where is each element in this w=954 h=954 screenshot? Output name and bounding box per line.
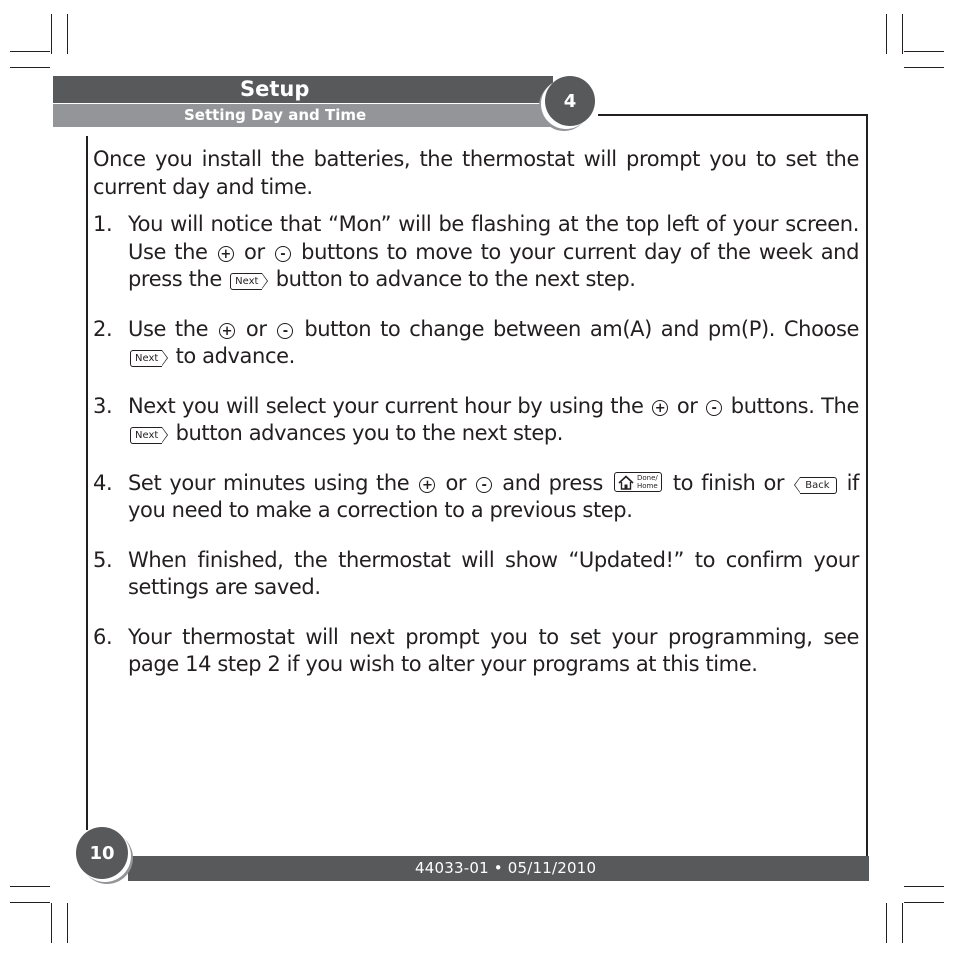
plus-button-icon: + (219, 323, 235, 339)
next-button-icon: Next (230, 273, 262, 290)
crop-mark (904, 51, 944, 52)
step-text: Set your minutes using the (128, 470, 410, 495)
step-text: or (244, 239, 265, 264)
frame-line-right (866, 114, 868, 856)
crop-mark (10, 886, 50, 887)
next-button-icon: Next (130, 350, 162, 367)
step-text: or (676, 393, 698, 418)
done-label: Done/ (637, 474, 658, 482)
steps-list (93, 211, 859, 679)
crop-mark (886, 14, 887, 54)
step-number: 4. (93, 470, 113, 495)
step-4 (93, 470, 859, 525)
crop-mark (67, 903, 68, 943)
crop-mark (904, 67, 944, 68)
done-home-label (637, 474, 658, 490)
step-number: 3. (93, 393, 113, 418)
step-text: button advances you to the next step. (175, 421, 564, 445)
home-label: Home (637, 482, 658, 490)
step-text: or (245, 316, 267, 341)
step-text: Next you will select your current hour by using the (128, 393, 644, 418)
frame-line-left (86, 136, 88, 830)
crop-mark (67, 14, 68, 54)
crop-mark (10, 67, 50, 68)
step-text: to advance. (175, 344, 295, 368)
plus-button-icon: + (419, 477, 435, 493)
minus-button-icon: - (277, 323, 293, 339)
step-number: 2. (93, 316, 113, 341)
done-home-button-icon (614, 472, 662, 492)
step-6 (93, 624, 859, 679)
intro-paragraph: Once you install the batteries, the thermostat will prompt you to set the current day and time. (93, 147, 859, 199)
section-subtitle: Setting Day and Time (184, 106, 367, 124)
chapter-badge: 4 (545, 76, 595, 126)
crop-mark (904, 886, 944, 887)
crop-mark (51, 14, 52, 54)
step-text: to finish or (672, 470, 785, 495)
crop-mark (51, 903, 52, 943)
crop-mark (886, 903, 887, 943)
minus-button-icon: - (275, 246, 291, 262)
page-number: 10 (76, 827, 128, 879)
crop-mark (10, 902, 50, 903)
minus-button-icon: - (706, 400, 722, 416)
crop-mark (10, 51, 50, 52)
crop-mark (902, 903, 903, 943)
document-code: 44033-01 • 05/11/2010 (415, 859, 597, 877)
section-title: Setup (240, 77, 310, 101)
step-number: 1. (93, 212, 113, 236)
step-text: Use the (128, 316, 209, 341)
step-number: 5. (93, 547, 113, 572)
next-button-icon: Next (130, 427, 162, 444)
minus-button-icon: - (476, 477, 492, 493)
step-5 (93, 547, 859, 602)
home-icon (618, 475, 634, 490)
step-text: You will notice that “Mon” will be flashing at the top left of your screen. Use the (128, 212, 859, 264)
step-text: buttons. The (730, 393, 859, 418)
plus-button-icon: + (218, 246, 234, 262)
step-text: buttons to move to your current day of the week and press the (128, 239, 860, 291)
crop-mark (904, 902, 944, 903)
step-3 (93, 393, 859, 448)
step-2 (93, 316, 859, 371)
step-text: Your thermostat will next prompt you to set your programming, see page 14 step 2 if you wish to alter your programs at this time. (128, 624, 859, 676)
step-text: button to change between am(A) and pm(P). Choose (304, 316, 860, 341)
step-text: and press (502, 470, 603, 495)
step-text: if you need to make a correction to a previous step. (128, 470, 859, 522)
plus-button-icon: + (652, 400, 668, 416)
frame-line-top (598, 114, 868, 116)
crop-mark (902, 14, 903, 54)
step-text: or (445, 470, 467, 495)
step-number: 6. (93, 624, 113, 649)
back-button-icon: Back (800, 477, 836, 494)
step-text: button to advance to the next step. (275, 267, 636, 291)
step-text: When finished, the thermostat will show “Updated!” to confirm your settings are saved. (128, 547, 859, 599)
page-body (93, 146, 859, 701)
step-1 (93, 211, 859, 294)
